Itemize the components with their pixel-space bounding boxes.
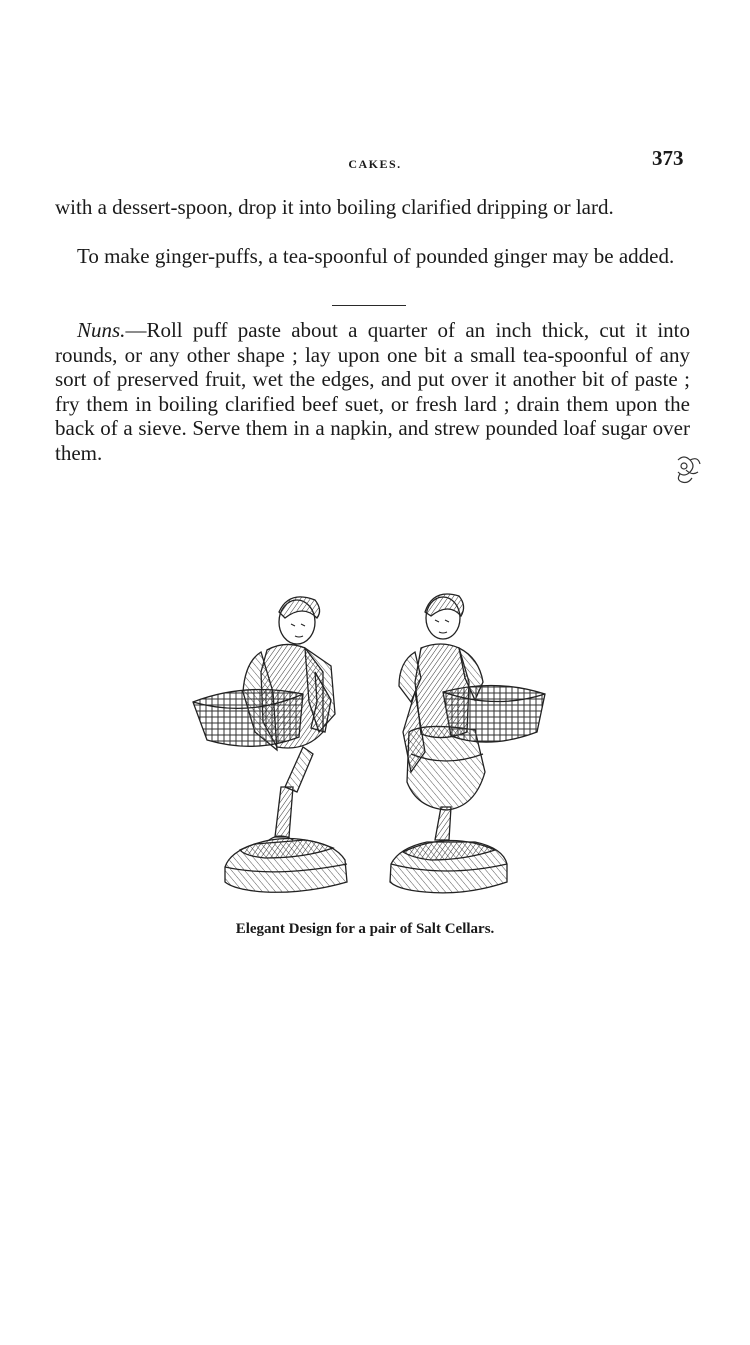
recipe-title-nuns: Nuns. <box>77 318 126 342</box>
section-divider <box>332 305 406 306</box>
figure-caption: Elegant Design for a pair of Salt Cellars. <box>235 921 495 937</box>
right-figurine <box>390 594 545 893</box>
paragraph-nuns <box>55 318 690 466</box>
running-title: CAKES. <box>348 157 402 171</box>
salt-cellars-illustration <box>185 582 550 907</box>
paragraph-ginger-puffs: To make ginger-puffs, a tea-spoonful of pounded ginger may be added. <box>77 244 675 268</box>
paragraph-continuation: with a dessert-spoon, drop it into boiling clarified dripping or lard. <box>55 195 614 219</box>
printer-ornament-icon <box>670 452 704 486</box>
left-figurine <box>193 597 347 892</box>
page-number: 373 <box>652 146 684 170</box>
recipe-body-nuns: —Roll puff paste about a quarter of an inch thick, cut it into rounds, or any other shape ; lay upon one bit a small tea-spoonful of any sort of preserved fruit, wet the edges, and put over it another bit of paste ; fry them in boiling clarified beef suet, or fresh lard ; drain them upon the back of a sieve. Serve them in a napkin, and strew pounded loaf sugar over them. <box>55 318 690 465</box>
